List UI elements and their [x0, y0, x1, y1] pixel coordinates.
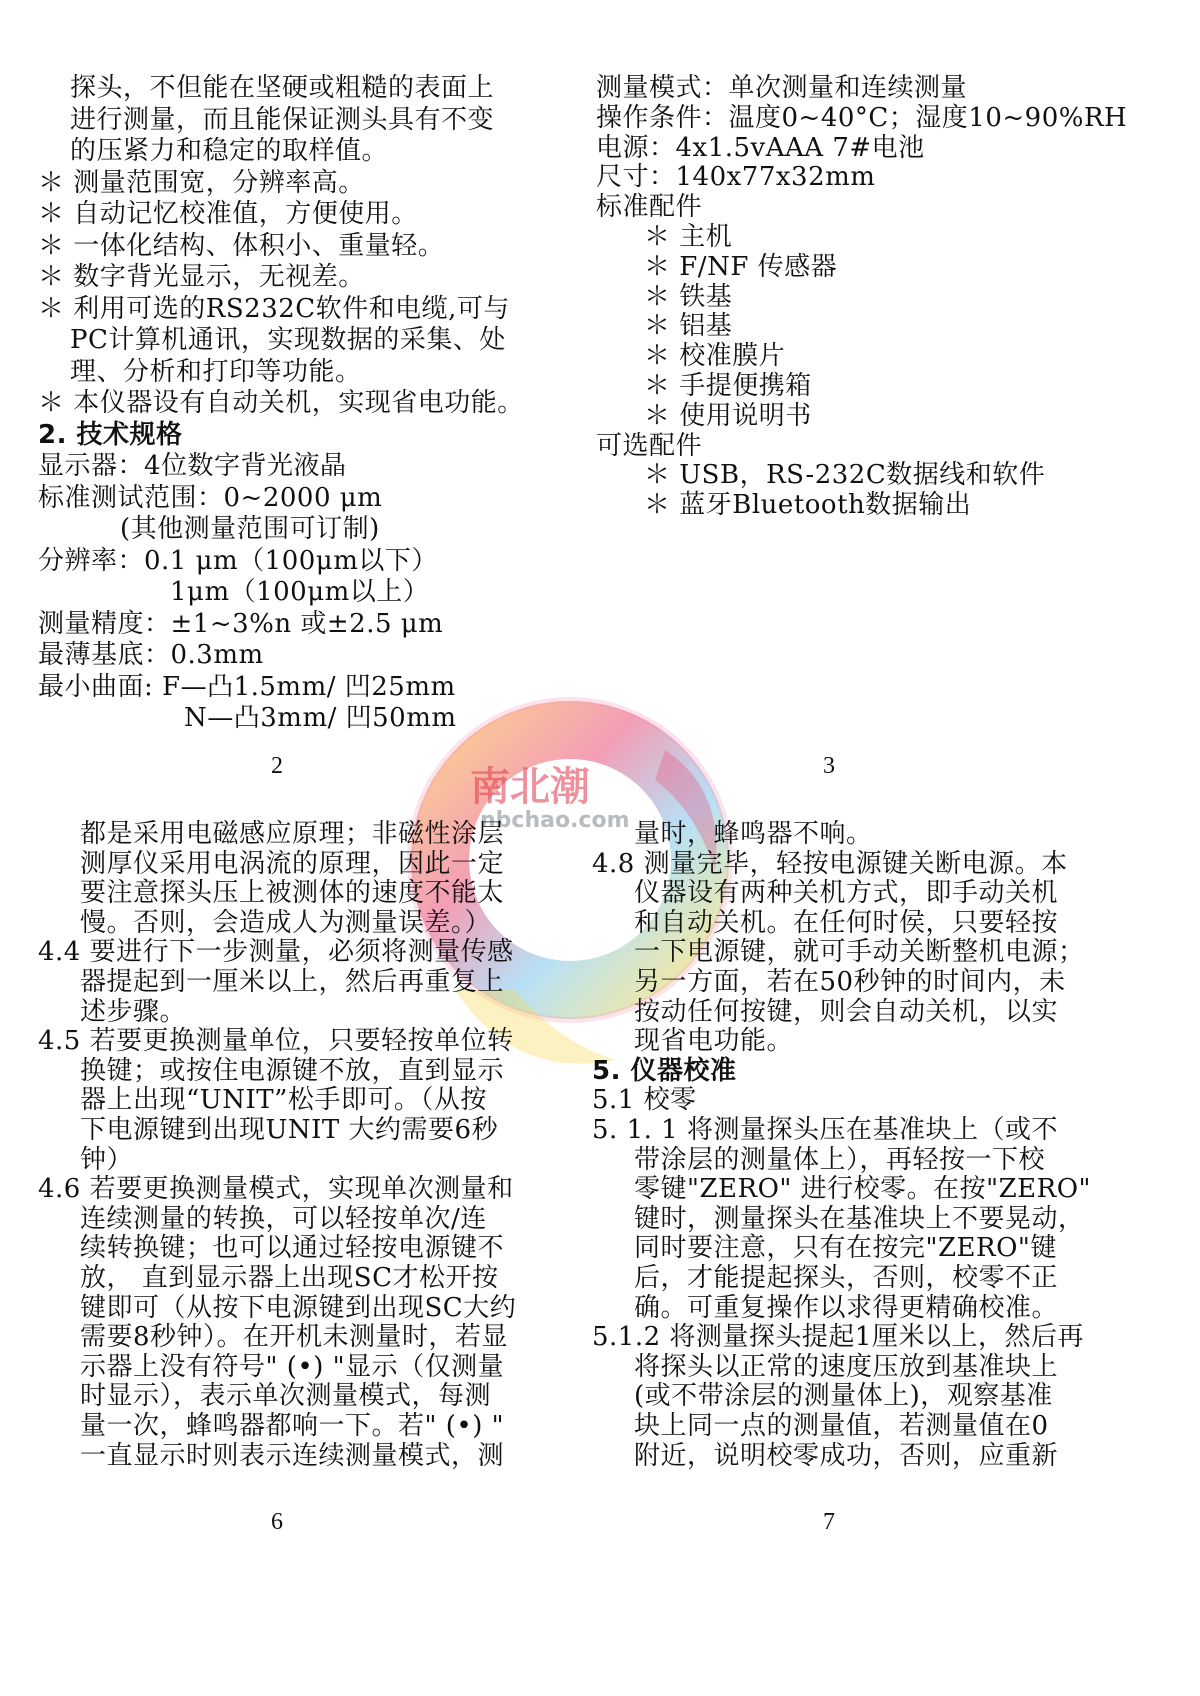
text-line: ＊ USB，RS-232C数据线和软件: [644, 460, 1046, 491]
text-line: 进行测量，而且能保证测头具有不变: [70, 104, 495, 135]
page-number-6: 6: [271, 1509, 283, 1535]
text-line: 和自动关机。在任何时侯，只要轻按: [634, 907, 1059, 938]
text-line: 测量模式：单次测量和连续测量: [596, 73, 968, 103]
text-line: 时显示），表示单次测量模式，每测: [80, 1381, 492, 1412]
text-line: 键时，测量探头在基准块上不要晃动，: [634, 1203, 1085, 1234]
text-line: 4.6 若要更换测量模式，实现单次测量和: [38, 1174, 514, 1205]
page-6-body: [38, 818, 586, 1528]
text-line: 一下电源键，就可手动关断整机电源；: [634, 937, 1085, 968]
text-line: 测量精度：±1~3%n 或±2.5 μm: [38, 608, 444, 639]
page-3-body: [596, 72, 1186, 572]
text-line: 电源：4x1.5vAAA 7#电池: [596, 132, 925, 163]
text-line: 另一方面，若在50秒钟的时间内，未: [634, 967, 1066, 997]
text-line: 块上同一点的测量值，若测量值在0: [634, 1411, 1049, 1441]
text-line: 需要8秒钟）。在开机未测量时，若显: [80, 1322, 509, 1353]
text-line: 4.5 若要更换测量单位，只要轻按单位转: [38, 1026, 514, 1057]
text-line: 带涂层的测量体上），再轻按一下校: [634, 1144, 1046, 1175]
text-line: 零键"ZERO" 进行校零。在按"ZERO": [634, 1174, 1091, 1205]
text-line: ＊ 手提便携箱: [644, 371, 812, 401]
text-line: ＊ 测量范围宽，分辨率高。: [38, 167, 365, 198]
text-line: 确。可重复操作以求得更精确校准。: [634, 1292, 1059, 1323]
text-line: ＊ 自动记忆校准值，方便使用。: [38, 199, 418, 229]
text-line: 后，才能提起探头，否则，校零不正: [634, 1263, 1059, 1293]
text-line: ＊ 蓝牙Bluetooth数据输出: [644, 490, 972, 521]
text-line: ＊ 校准膜片: [644, 341, 786, 372]
text-line: 现省电功能。: [634, 1026, 794, 1057]
text-line: 1μm（100μm以上）: [170, 577, 430, 607]
text-line: 附近，说明校零成功，否则，应重新: [634, 1440, 1059, 1471]
text-line: PC计算机通讯，实现数据的采集、处: [70, 325, 506, 355]
page-number-7: 7: [823, 1509, 835, 1535]
text-line: 5.1.2 将测量探头提起1厘米以上，然后再: [592, 1322, 1084, 1353]
text-line: ＊ 数字背光显示，无视差。: [38, 262, 365, 292]
text-line: 都是采用电磁感应原理；非磁性涂层: [80, 819, 505, 849]
text-line: 可选配件: [596, 430, 703, 461]
text-line: 量一次，蜂鸣器都响一下。若" (•) ": [80, 1411, 505, 1441]
text-line: 4.8 测量完毕，轻按电源键关断电源。本: [592, 848, 1068, 879]
text-line: 钟）: [80, 1144, 134, 1175]
watermark-brand: 南北潮: [470, 764, 590, 810]
text-line: 换键；或按住电源键不放，直到显示: [80, 1055, 505, 1086]
text-line: 仪器设有两种关机方式，即手动关机: [634, 878, 1059, 909]
text-line: 慢。否则，会造成人为测量误差。）: [80, 907, 492, 938]
text-line: 放， 直到显示器上出现SC才松开按: [80, 1263, 499, 1293]
text-line: (或不带涂层的测量体上)，观察基准: [634, 1381, 1053, 1412]
text-line: 连续测量的转换，可以轻按单次/连: [80, 1203, 487, 1234]
text-line: 器上出现“UNIT”松手即可。（从按: [80, 1085, 487, 1116]
text-line: 测厚仪采用电涡流的原理，因此一定: [80, 848, 505, 879]
text-line: ＊ 一体化结构、体积小、重量轻。: [38, 230, 445, 261]
text-line: 器提起到一厘米以上，然后再重复上: [80, 967, 505, 997]
text-line: ＊ F/NF 传感器: [644, 251, 838, 282]
text-line: 分辨率：0.1 μm（100μm以下）: [38, 545, 438, 576]
text-line: 5. 1. 1 将测量探头压在基准块上（或不: [592, 1115, 1058, 1145]
text-line: 4.4 要进行下一步测量，必须将测量传感: [38, 937, 514, 968]
text-line: 示器上没有符号" (•) "显示（仅测量: [80, 1351, 505, 1382]
text-line: 5.1 校零: [592, 1085, 697, 1116]
section-heading: 2. 技术规格: [38, 419, 183, 450]
text-line: 续转换键；也可以通过轻按电源键不: [80, 1233, 505, 1264]
text-line: 键即可（从按下电源键到出现SC大约: [80, 1292, 517, 1323]
text-line: 下电源键到出现UNIT 大约需要6秒: [80, 1115, 499, 1145]
text-line: 按动任何按键，则会自动关机，以实: [634, 996, 1059, 1027]
watermark-site: nbchao.com: [480, 808, 630, 833]
text-line: ＊ 本仪器设有自动关机，实现省电功能。: [38, 388, 524, 418]
text-line: 探头，不但能在坚硬或粗糙的表面上: [70, 73, 495, 103]
page-number-3: 3: [823, 753, 835, 779]
page-2-body: [38, 72, 586, 772]
text-line: 要注意探头压上被测体的速度不能太: [80, 878, 505, 909]
text-line: (其他测量范围可订制): [120, 514, 380, 544]
text-line: N—凸3mm/ 凹50mm: [184, 703, 457, 733]
text-line: 将探头以正常的速度压放到基准块上: [634, 1351, 1059, 1382]
text-line: 操作条件：温度0~40°C；湿度10~90%RH: [596, 102, 1128, 133]
text-line: 最薄基底：0.3mm: [38, 640, 264, 670]
text-line: 显示器：4位数字背光液晶: [38, 451, 347, 481]
text-line: 最小曲面: F—凸1.5mm/ 凹25mm: [38, 671, 456, 702]
text-line: 标准测试范围：0~2000 μm: [38, 482, 383, 513]
text-line: 理、分析和打印等功能。: [70, 356, 362, 387]
text-line: 的压紧力和稳定的取样值。: [70, 136, 389, 166]
page-number-2: 2: [271, 753, 283, 779]
text-line: 尺寸：140x77x32mm: [596, 162, 876, 193]
text-line: 述步骤。: [80, 996, 187, 1027]
text-line: 标准配件: [596, 192, 703, 223]
text-line: ＊ 铝基: [644, 311, 733, 342]
section-heading: 5. 仪器校准: [592, 1055, 737, 1086]
text-line: ＊ 利用可选的RS232C软件和电缆,可与: [38, 293, 510, 324]
text-line: ＊ 铁基: [644, 281, 733, 312]
page-7-body: [592, 818, 1186, 1528]
text-line: 量时，蜂鸣器不响。: [634, 819, 873, 849]
text-line: 一直显示时则表示连续测量模式，测: [80, 1440, 505, 1471]
text-line: 同时要注意，只有在按完"ZERO"键: [634, 1233, 1057, 1264]
text-line: ＊ 使用说明书: [644, 400, 812, 431]
text-line: ＊ 主机: [644, 222, 733, 252]
